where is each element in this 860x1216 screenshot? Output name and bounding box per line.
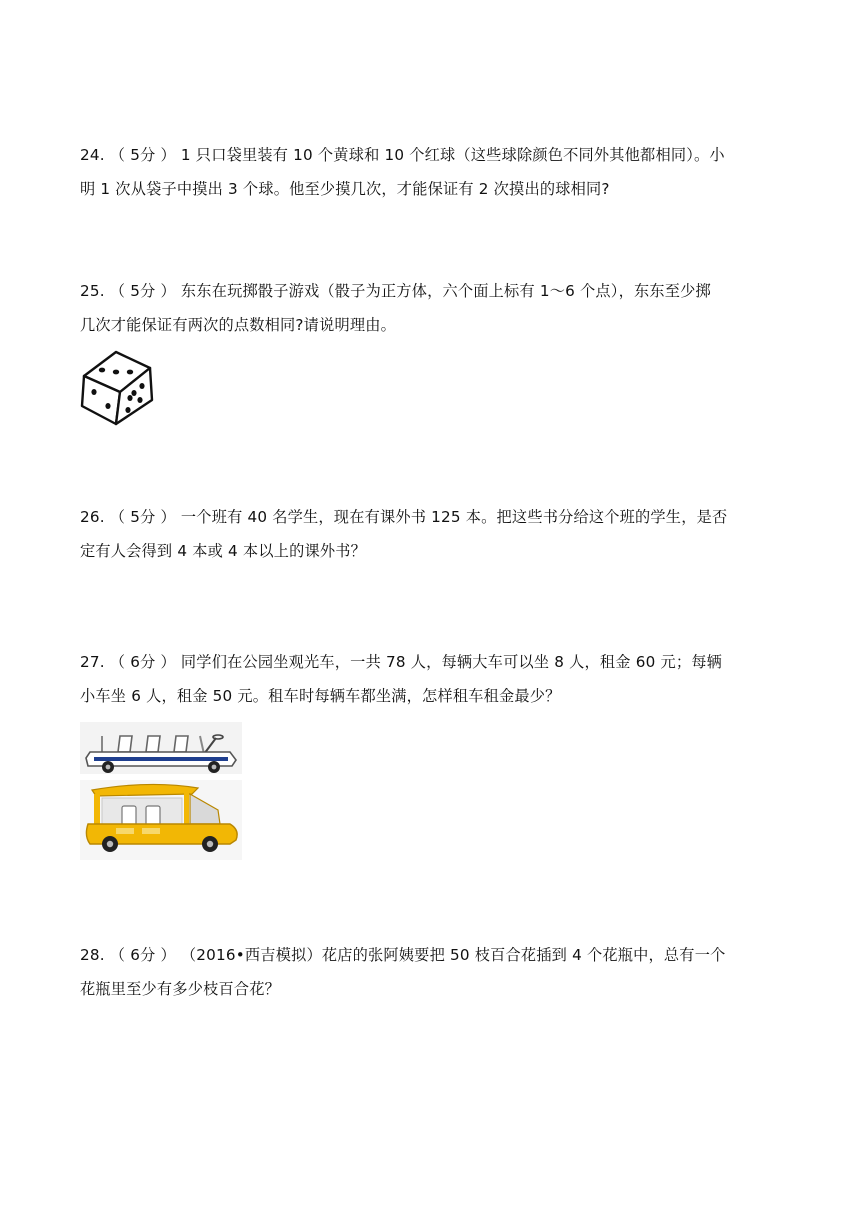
- question-number: 27.: [80, 653, 105, 671]
- question-24-line-1: [80, 138, 784, 172]
- question-text: 东东在玩掷骰子游戏（骰子为正方体，六个面上标有 1～6 个点），东东至少掷: [180, 282, 711, 300]
- question-score: （ 5分 ）: [109, 146, 176, 164]
- small-cart-icon: [80, 780, 242, 860]
- question-27-line-1: [80, 645, 784, 679]
- question-score: （ 5分 ）: [109, 508, 176, 526]
- question-number: 28.: [80, 946, 105, 964]
- question-text: （2016•西吉模拟）花店的张阿姨要把 50 枝百合花插到 4 个花瓶中，总有一个: [180, 946, 726, 964]
- question-score: （ 6分 ）: [109, 946, 176, 964]
- question-text: 同学们在公园坐观光车，一共 78 人，每辆大车可以坐 8 人，租金 60 元；每辆: [180, 653, 723, 671]
- question-24-line-2: 明 1 次从袋子中摸出 3 个球。他至少摸几次，才能保证有 2 次摸出的球相同?: [80, 180, 610, 198]
- question-25: [80, 274, 784, 342]
- question-24: [80, 138, 784, 206]
- question-text: 一个班有 40 名学生，现在有课外书 125 本。把这些书分给这个班的学生，是否: [180, 508, 728, 526]
- question-25-line-2: 几次才能保证有两次的点数相同?请说明理由。: [80, 316, 397, 334]
- question-number: 24.: [80, 146, 105, 164]
- question-score: （ 5分 ）: [109, 282, 176, 300]
- large-cart-icon: [80, 722, 242, 774]
- dice-icon: [76, 346, 158, 428]
- question-26-line-2: 定有人会得到 4 本或 4 本以上的课外书？: [80, 542, 367, 560]
- question-number: 26.: [80, 508, 105, 526]
- question-number: 25.: [80, 282, 105, 300]
- question-score: （ 6分 ）: [109, 653, 176, 671]
- question-26: [80, 500, 784, 568]
- question-27: [80, 645, 784, 713]
- question-28-line-2: 花瓶里至少有多少枝百合花？: [80, 980, 281, 998]
- question-28: [80, 938, 784, 1006]
- question-text: 1 只口袋里装有 10 个黄球和 10 个红球（这些球除颜色不同外其他都相同）。小: [180, 146, 725, 164]
- question-26-line-1: [80, 500, 784, 534]
- question-27-line-2: 小车坐 6 人，租金 50 元。租车时每辆车都坐满，怎样租车租金最少？: [80, 687, 561, 705]
- question-28-line-1: [80, 938, 784, 972]
- question-25-line-1: [80, 274, 784, 308]
